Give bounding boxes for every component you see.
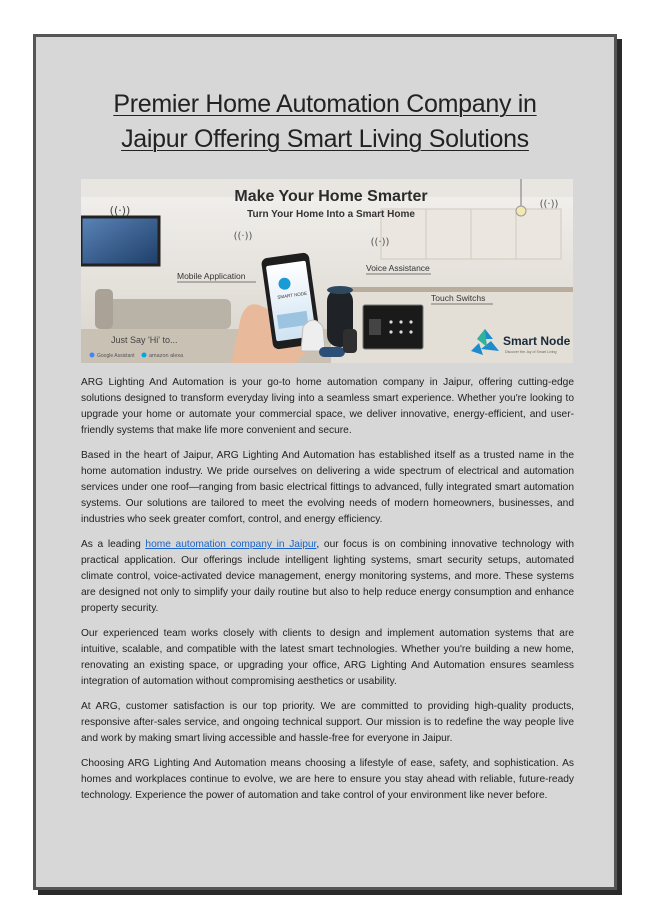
paragraph-3-end: , our focus is on combining innovative technology with practical application. Our offerings include intelligent lighting systems, smart security setups, automated climate control, voice-activated device management, energy monitoring systems, and more. These systems are designed not only to simplify your daily routine but also to help reduce energy consumption and enhance property security. bbox=[81, 539, 574, 614]
wifi-icon: ((·)) bbox=[539, 199, 559, 210]
tv bbox=[81, 217, 159, 265]
article-body bbox=[81, 375, 574, 813]
google-home-speaker bbox=[301, 320, 325, 351]
paragraph-2: Based in the heart of Jaipur, ARG Lighting And Automation has established itself as a trusted name in the home automation industry. We pride ourselves on delivering a wide spectrum of electrical and automation services under one roof—ranging from basic electrical fittings to advanced, fully integrated smart automation systems. Our solutions are tailored to meet the evolving needs of modern homeowners, businesses, and industries who seek greater comfort, control, and energy efficiency. bbox=[81, 450, 574, 525]
banner-heading: Make Your Home Smarter bbox=[234, 188, 428, 205]
banner-subheading: Turn Your Home Into a Smart Home bbox=[247, 209, 415, 220]
wifi-icon: ((·)) bbox=[370, 237, 390, 248]
sofa bbox=[101, 299, 231, 329]
touch-switches-label: Touch Switchs bbox=[431, 293, 486, 303]
echo-dot bbox=[319, 347, 345, 357]
amazon-alexa-label: amazon alexa bbox=[149, 353, 184, 359]
pendant-lamp bbox=[516, 206, 526, 216]
wifi-icon: ((·)) bbox=[233, 231, 253, 242]
voice-assistance-label: Voice Assistance bbox=[366, 263, 430, 273]
wifi-icon: ((·)) bbox=[109, 204, 131, 217]
paragraph-3-start: As a leading bbox=[81, 539, 146, 550]
alexa-icon bbox=[142, 353, 147, 358]
paragraph-6: Choosing ARG Lighting And Automation means choosing a lifestyle of ease, safety, and sophistication. As homes and workplaces continue to evolve, we are here to ensure you stay ahead with reliable, future-ready technology. Experience the power of automation and take control of your environment like never before. bbox=[81, 758, 574, 801]
page-title bbox=[36, 87, 614, 157]
mobile-application-label: Mobile Application bbox=[177, 271, 246, 281]
google-assistant-label: Google Assistant bbox=[97, 353, 135, 359]
paragraph-5: At ARG, customer satisfaction is our top priority. We are committed to providing high-quality products, responsive after-sales service, and ongoing technical support. Our mission is to redefine the way people live and work by making smart living accessible and hassle-free for everyone in Jaipur. bbox=[81, 701, 574, 744]
page-title-line-1: Premier Home Automation Company in bbox=[113, 90, 537, 118]
paragraph-3 bbox=[81, 537, 574, 617]
home-automation-link[interactable]: home automation company in Jaipur bbox=[145, 539, 317, 550]
paragraph-1: ARG Lighting And Automation is your go-to home automation company in Jaipur, offering cutting-edge solutions designed to transform everyday living into a seamless smart experience. Whether you're looking to upgrade your home or automate your commercial space, we deliver innovative, energy-efficient, and user-friendly systems that make life more convenient and secure. bbox=[81, 377, 574, 436]
just-say-hi-text: Just Say 'Hi' to... bbox=[111, 335, 178, 345]
brand-name: Smart Node bbox=[503, 334, 571, 348]
phone-brand-text: SMART NODE bbox=[277, 290, 308, 300]
page-title-line-2: Jaipur Offering Smart Living Solutions bbox=[121, 125, 529, 153]
paragraph-4: Our experienced team works closely with clients to design and implement automation systems that are intuitive, scalable, and compatible with the latest smart technologies. Whether you're building a new home, renovating an existing space, or upgrading your office, ARG Lighting And Automation ensures seamless integration of automation without compromising aesthetics or usability. bbox=[81, 628, 574, 687]
hero-banner bbox=[81, 179, 573, 363]
google-assistant-icon bbox=[90, 353, 95, 358]
mini-speaker bbox=[343, 329, 357, 353]
brand-tagline: Discover the Joy of Smart Living bbox=[505, 350, 557, 354]
document-page bbox=[33, 34, 617, 890]
